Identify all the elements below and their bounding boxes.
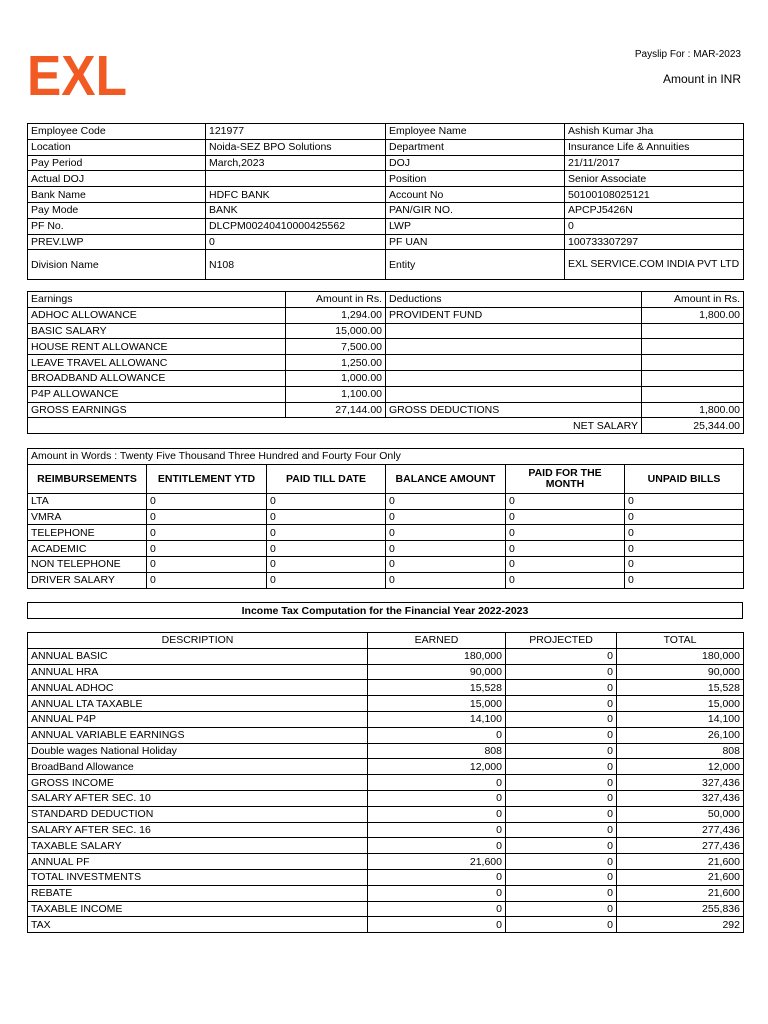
col-header: REIMBURSEMENTS xyxy=(28,464,147,493)
deduction-name xyxy=(386,323,642,339)
tax-total: 327,436 xyxy=(617,775,744,791)
reimb-value: 0 xyxy=(267,493,386,509)
tax-projected: 0 xyxy=(506,680,617,696)
employee-row xyxy=(28,171,744,187)
tax-desc: REBATE xyxy=(28,885,368,901)
tax-total: 21,600 xyxy=(617,885,744,901)
tax-row xyxy=(28,775,744,791)
tax-desc: TOTAL INVESTMENTS xyxy=(28,869,368,885)
reimbursement-row xyxy=(28,541,744,557)
reimb-value: 0 xyxy=(625,525,744,541)
tax-earned: 0 xyxy=(368,806,506,822)
earnings-header: Earnings xyxy=(28,292,286,308)
reimb-value: 0 xyxy=(267,525,386,541)
earnings-row xyxy=(28,339,744,355)
tax-row xyxy=(28,885,744,901)
tax-row xyxy=(28,838,744,854)
tax-row xyxy=(28,727,744,743)
net-salary-row xyxy=(28,418,744,434)
employee-row xyxy=(28,250,744,280)
tax-row xyxy=(28,854,744,870)
col-header: DESCRIPTION xyxy=(28,633,368,649)
tax-projected: 0 xyxy=(506,790,617,806)
gross-earnings-value: 27,144.00 xyxy=(286,402,386,418)
earning-amount: 15,000.00 xyxy=(286,323,386,339)
col-header: ENTITLEMENT YTD xyxy=(147,464,267,493)
tax-desc: ANNUAL PF xyxy=(28,854,368,870)
reimb-name: TELEPHONE xyxy=(28,525,147,541)
reimbursement-row xyxy=(28,572,744,588)
tax-projected: 0 xyxy=(506,775,617,791)
value xyxy=(206,171,386,187)
tax-desc: ANNUAL P4P xyxy=(28,711,368,727)
payslip-period: Payslip For : MAR-2023 xyxy=(634,49,741,60)
tax-total: 12,000 xyxy=(617,759,744,775)
tax-desc: ANNUAL HRA xyxy=(28,664,368,680)
deduction-amount xyxy=(642,355,744,371)
value: Senior Associate xyxy=(565,171,744,187)
tax-desc: GROSS INCOME xyxy=(28,775,368,791)
tax-projected: 0 xyxy=(506,885,617,901)
reimb-value: 0 xyxy=(147,556,267,572)
tax-desc: TAXABLE SALARY xyxy=(28,838,368,854)
earning-name: LEAVE TRAVEL ALLOWANC xyxy=(28,355,286,371)
amount-in-words-row xyxy=(28,449,744,465)
reimbursement-row xyxy=(28,509,744,525)
label: PREV.LWP xyxy=(28,234,206,250)
gross-row xyxy=(28,402,744,418)
tax-row xyxy=(28,822,744,838)
earning-name: HOUSE RENT ALLOWANCE xyxy=(28,339,286,355)
gross-earnings-label: GROSS EARNINGS xyxy=(28,402,286,418)
reimb-value: 0 xyxy=(625,541,744,557)
col-header: PAID TILL DATE xyxy=(267,464,386,493)
tax-earned: 0 xyxy=(368,727,506,743)
reimb-name: LTA xyxy=(28,493,147,509)
tax-total: 21,600 xyxy=(617,869,744,885)
tax-title-box xyxy=(27,602,743,619)
value: March,2023 xyxy=(206,155,386,171)
tax-total: 15,528 xyxy=(617,680,744,696)
employee-row xyxy=(28,124,744,140)
tax-desc: ANNUAL ADHOC xyxy=(28,680,368,696)
employee-row xyxy=(28,218,744,234)
reimbursement-row xyxy=(28,556,744,572)
tax-projected: 0 xyxy=(506,917,617,933)
value: 50100108025121 xyxy=(565,187,744,203)
reimb-value: 0 xyxy=(506,572,625,588)
tax-earned: 15,528 xyxy=(368,680,506,696)
tax-desc: SALARY AFTER SEC. 16 xyxy=(28,822,368,838)
col-header: BALANCE AMOUNT xyxy=(386,464,506,493)
tax-earned: 808 xyxy=(368,743,506,759)
reimb-value: 0 xyxy=(147,541,267,557)
reimb-value: 0 xyxy=(267,509,386,525)
reimb-name: ACADEMIC xyxy=(28,541,147,557)
reimb-value: 0 xyxy=(267,572,386,588)
col-header: PROJECTED xyxy=(506,633,617,649)
amount-in-words: Amount in Words : Twenty Five Thousand Three Hundred and Fourty Four Only xyxy=(28,449,744,465)
label: Pay Period xyxy=(28,155,206,171)
value: Ashish Kumar Jha xyxy=(565,124,744,140)
tax-title: Income Tax Computation for the Financial Year 2022-2023 xyxy=(28,603,743,619)
value: 0 xyxy=(206,234,386,250)
tax-row xyxy=(28,680,744,696)
tax-earned: 0 xyxy=(368,917,506,933)
value: APCPJ5426N xyxy=(565,202,744,218)
reimb-value: 0 xyxy=(625,493,744,509)
tax-total: 327,436 xyxy=(617,790,744,806)
label: Entity xyxy=(386,250,565,280)
col-header: TOTAL xyxy=(617,633,744,649)
net-salary-label: NET SALARY xyxy=(28,418,642,434)
tax-desc: TAXABLE INCOME xyxy=(28,901,368,917)
tax-row xyxy=(28,917,744,933)
reimb-name: NON TELEPHONE xyxy=(28,556,147,572)
employee-row xyxy=(28,234,744,250)
earning-amount: 7,500.00 xyxy=(286,339,386,355)
tax-projected: 0 xyxy=(506,711,617,727)
label: Bank Name xyxy=(28,187,206,203)
tax-row xyxy=(28,901,744,917)
reimbursement-row xyxy=(28,525,744,541)
employee-row xyxy=(28,187,744,203)
currency-note: Amount in INR xyxy=(662,72,741,86)
tax-desc: ANNUAL VARIABLE EARNINGS xyxy=(28,727,368,743)
income-tax-table xyxy=(27,632,744,933)
employee-row xyxy=(28,139,744,155)
tax-projected: 0 xyxy=(506,664,617,680)
tax-row xyxy=(28,696,744,712)
label: Location xyxy=(28,139,206,155)
value: 0 xyxy=(565,218,744,234)
reimb-value: 0 xyxy=(506,556,625,572)
col-header: UNPAID BILLS xyxy=(625,464,744,493)
earnings-header-row xyxy=(28,292,744,308)
value: EXL SERVICE.COM INDIA PVT LTD xyxy=(565,250,744,280)
col-header: EARNED xyxy=(368,633,506,649)
tax-total: 255,836 xyxy=(617,901,744,917)
tax-total: 808 xyxy=(617,743,744,759)
tax-total: 50,000 xyxy=(617,806,744,822)
reimbursements-header-row xyxy=(28,464,744,493)
label: DOJ xyxy=(386,155,565,171)
earning-amount: 1,100.00 xyxy=(286,386,386,402)
tax-projected: 0 xyxy=(506,822,617,838)
tax-desc: ANNUAL LTA TAXABLE xyxy=(28,696,368,712)
tax-projected: 0 xyxy=(506,838,617,854)
reimbursement-row xyxy=(28,493,744,509)
label: Pay Mode xyxy=(28,202,206,218)
reimb-value: 0 xyxy=(147,525,267,541)
tax-total: 292 xyxy=(617,917,744,933)
deduction-amount xyxy=(642,339,744,355)
deduction-amount xyxy=(642,386,744,402)
tax-desc: TAX xyxy=(28,917,368,933)
reimb-name: DRIVER SALARY xyxy=(28,572,147,588)
deduction-amount: 1,800.00 xyxy=(642,307,744,323)
value: 100733307297 xyxy=(565,234,744,250)
value: Insurance Life & Annuities xyxy=(565,139,744,155)
label: Account No xyxy=(386,187,565,203)
employee-row xyxy=(28,202,744,218)
tax-projected: 0 xyxy=(506,727,617,743)
value: N108 xyxy=(206,250,386,280)
tax-projected: 0 xyxy=(506,869,617,885)
label: PF UAN xyxy=(386,234,565,250)
tax-earned: 90,000 xyxy=(368,664,506,680)
value: BANK xyxy=(206,202,386,218)
earnings-row xyxy=(28,386,744,402)
reimb-value: 0 xyxy=(506,509,625,525)
net-salary-value: 25,344.00 xyxy=(642,418,744,434)
tax-row xyxy=(28,648,744,664)
value: Noida-SEZ BPO Solutions xyxy=(206,139,386,155)
tax-projected: 0 xyxy=(506,743,617,759)
tax-earned: 0 xyxy=(368,822,506,838)
earning-name: P4P ALLOWANCE xyxy=(28,386,286,402)
earnings-row xyxy=(28,307,744,323)
earning-name: BROADBAND ALLOWANCE xyxy=(28,370,286,386)
value: DLCPM00240410000425562 xyxy=(206,218,386,234)
reimb-value: 0 xyxy=(147,572,267,588)
tax-desc: STANDARD DEDUCTION xyxy=(28,806,368,822)
tax-header-row xyxy=(28,633,744,649)
tax-total: 277,436 xyxy=(617,822,744,838)
tax-earned: 12,000 xyxy=(368,759,506,775)
reimb-value: 0 xyxy=(386,525,506,541)
earnings-row xyxy=(28,370,744,386)
tax-projected: 0 xyxy=(506,696,617,712)
tax-desc: Double wages National Holiday xyxy=(28,743,368,759)
label: PF No. xyxy=(28,218,206,234)
label: Employee Name xyxy=(386,124,565,140)
deduction-name xyxy=(386,355,642,371)
tax-desc: ANNUAL BASIC xyxy=(28,648,368,664)
reimb-name: VMRA xyxy=(28,509,147,525)
reimb-value: 0 xyxy=(386,541,506,557)
tax-row xyxy=(28,759,744,775)
tax-earned: 0 xyxy=(368,775,506,791)
tax-desc: BroadBand Allowance xyxy=(28,759,368,775)
tax-earned: 15,000 xyxy=(368,696,506,712)
earning-name: BASIC SALARY xyxy=(28,323,286,339)
reimb-value: 0 xyxy=(386,572,506,588)
label: Employee Code xyxy=(28,124,206,140)
label: Department xyxy=(386,139,565,155)
deduction-amount xyxy=(642,370,744,386)
tax-projected: 0 xyxy=(506,806,617,822)
deduction-name xyxy=(386,370,642,386)
tax-total: 15,000 xyxy=(617,696,744,712)
reimb-value: 0 xyxy=(625,556,744,572)
employee-row xyxy=(28,155,744,171)
tax-earned: 0 xyxy=(368,901,506,917)
deduction-name: PROVIDENT FUND xyxy=(386,307,642,323)
tax-desc: SALARY AFTER SEC. 10 xyxy=(28,790,368,806)
tax-total: 21,600 xyxy=(617,854,744,870)
tax-projected: 0 xyxy=(506,648,617,664)
label: Division Name xyxy=(28,250,206,280)
tax-row xyxy=(28,869,744,885)
earnings-amount-header: Amount in Rs. xyxy=(286,292,386,308)
deduction-name xyxy=(386,339,642,355)
tax-row xyxy=(28,711,744,727)
earning-name: ADHOC ALLOWANCE xyxy=(28,307,286,323)
tax-projected: 0 xyxy=(506,854,617,870)
label: LWP xyxy=(386,218,565,234)
earning-amount: 1,294.00 xyxy=(286,307,386,323)
reimbursements-table xyxy=(27,448,744,589)
exl-logo xyxy=(27,50,127,98)
reimb-value: 0 xyxy=(386,509,506,525)
tax-projected: 0 xyxy=(506,901,617,917)
earning-amount: 1,000.00 xyxy=(286,370,386,386)
deduction-amount xyxy=(642,323,744,339)
tax-row xyxy=(28,790,744,806)
value: HDFC BANK xyxy=(206,187,386,203)
deductions-amount-header: Amount in Rs. xyxy=(642,292,744,308)
value: 21/11/2017 xyxy=(565,155,744,171)
tax-earned: 180,000 xyxy=(368,648,506,664)
label: Position xyxy=(386,171,565,187)
deductions-header: Deductions xyxy=(386,292,642,308)
gross-deductions-label: GROSS DEDUCTIONS xyxy=(386,402,642,418)
label: PAN/GIR NO. xyxy=(386,202,565,218)
tax-earned: 0 xyxy=(368,838,506,854)
tax-projected: 0 xyxy=(506,759,617,775)
tax-total: 277,436 xyxy=(617,838,744,854)
reimb-value: 0 xyxy=(506,541,625,557)
tax-row xyxy=(28,806,744,822)
reimb-value: 0 xyxy=(147,509,267,525)
tax-row xyxy=(28,743,744,759)
gross-deductions-value: 1,800.00 xyxy=(642,402,744,418)
reimb-value: 0 xyxy=(625,572,744,588)
tax-earned: 14,100 xyxy=(368,711,506,727)
tax-total: 14,100 xyxy=(617,711,744,727)
earning-amount: 1,250.00 xyxy=(286,355,386,371)
reimb-value: 0 xyxy=(147,493,267,509)
reimb-value: 0 xyxy=(386,493,506,509)
value: 121977 xyxy=(206,124,386,140)
tax-earned: 0 xyxy=(368,885,506,901)
employee-details-table xyxy=(27,123,744,280)
reimb-value: 0 xyxy=(506,525,625,541)
deduction-name xyxy=(386,386,642,402)
tax-total: 90,000 xyxy=(617,664,744,680)
tax-row xyxy=(28,664,744,680)
tax-earned: 0 xyxy=(368,790,506,806)
earnings-row xyxy=(28,355,744,371)
tax-earned: 0 xyxy=(368,869,506,885)
earnings-row xyxy=(28,323,744,339)
reimb-value: 0 xyxy=(625,509,744,525)
col-header: PAID FOR THE MONTH xyxy=(506,464,625,493)
tax-total: 180,000 xyxy=(617,648,744,664)
earnings-deductions-table xyxy=(27,291,744,434)
reimb-value: 0 xyxy=(267,556,386,572)
tax-total: 26,100 xyxy=(617,727,744,743)
exl-logo-text: EXL xyxy=(27,50,127,98)
reimb-value: 0 xyxy=(267,541,386,557)
reimb-value: 0 xyxy=(506,493,625,509)
tax-earned: 21,600 xyxy=(368,854,506,870)
label: Actual DOJ xyxy=(28,171,206,187)
reimb-value: 0 xyxy=(386,556,506,572)
